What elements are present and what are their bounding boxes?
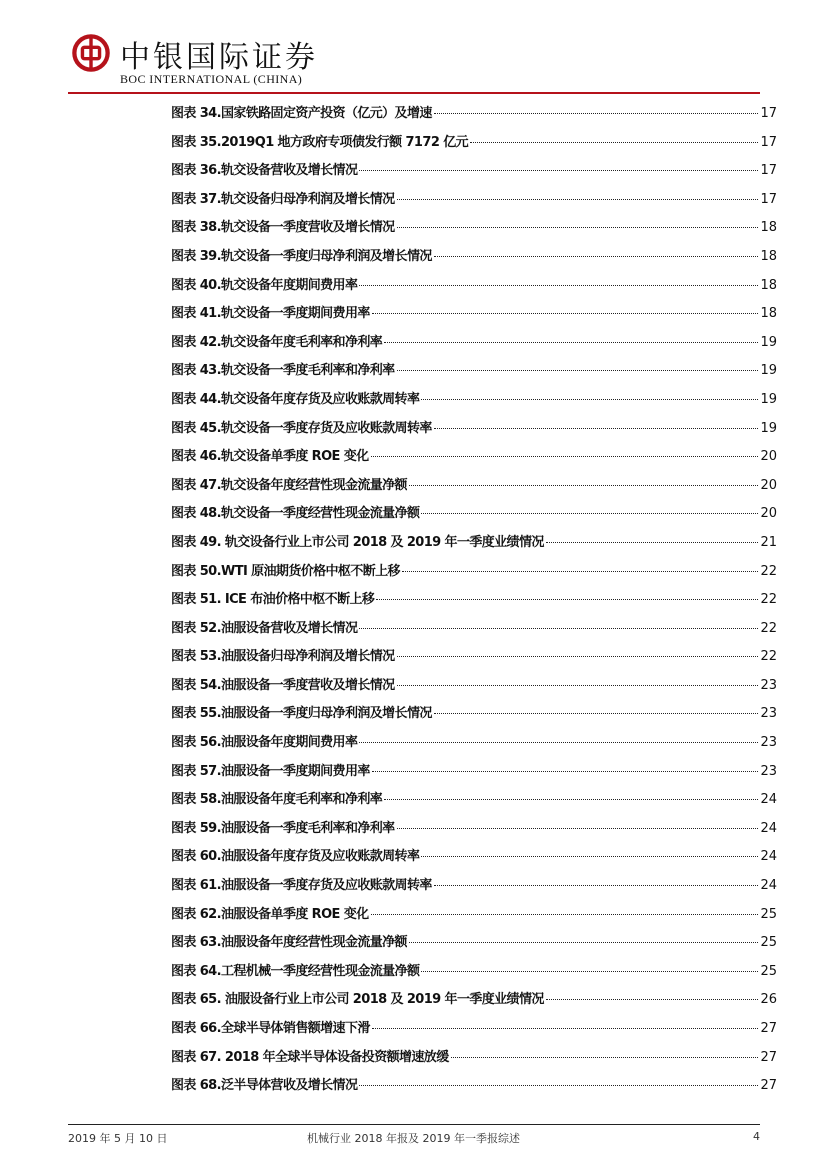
toc-entry-title: 图表 45.轨交设备一季度存货及应收账款周转率 [171, 420, 432, 436]
toc-entry-page: 23 [760, 677, 777, 693]
toc-entry-page: 18 [760, 248, 777, 264]
toc-dot-leader [409, 942, 758, 943]
toc-entry[interactable] [171, 1044, 777, 1073]
toc-entry[interactable] [171, 986, 777, 1015]
toc-entry-title: 图表 49. 轨交设备行业上市公司 2018 及 2019 年一季度业绩情况 [171, 534, 544, 550]
toc-entry-page: 22 [760, 563, 777, 579]
toc-dot-leader [434, 113, 759, 114]
toc-entry-title: 图表 34.国家铁路固定资产投资（亿元）及增速 [171, 106, 432, 121]
toc-entry-page: 23 [760, 706, 777, 722]
toc-dot-leader [371, 456, 759, 457]
toc-entry-title: 图表 68.泛半导体营收及增长情况 [171, 1078, 358, 1094]
bank-of-china-logo-icon [72, 34, 110, 72]
toc-entry-page: 27 [760, 1021, 777, 1036]
toc-entry-page: 23 [760, 763, 777, 779]
toc-entry[interactable] [171, 157, 777, 186]
toc-entry[interactable] [171, 1015, 777, 1044]
toc-entry-title: 图表 39.轨交设备一季度归母净利润及增长情况 [171, 248, 432, 264]
toc-dot-leader [371, 914, 759, 915]
toc-entry-page: 22 [760, 620, 777, 636]
toc-entry-title: 图表 37.轨交设备归母净利润及增长情况 [171, 191, 395, 207]
table-of-figures [171, 100, 777, 1101]
toc-dot-leader [421, 971, 758, 972]
toc-entry-title: 图表 44.轨交设备年度存货及应收账款周转率 [171, 391, 420, 407]
toc-entry[interactable] [171, 586, 777, 615]
toc-entry-page: 27 [760, 1049, 777, 1065]
toc-entry-title: 图表 67. 2018 年全球半导体设备投资额增速放缓 [171, 1049, 449, 1065]
toc-entry[interactable] [171, 700, 777, 729]
toc-entry[interactable] [171, 243, 777, 272]
toc-entry[interactable] [171, 300, 777, 329]
toc-entry[interactable] [171, 558, 777, 587]
toc-entry[interactable] [171, 100, 777, 129]
toc-entry[interactable] [171, 929, 777, 958]
toc-dot-leader [434, 713, 759, 714]
toc-entry-title: 图表 42.轨交设备年度毛利率和净利率 [171, 334, 383, 350]
toc-entry-page: 25 [760, 906, 777, 922]
toc-dot-leader [359, 170, 758, 171]
brand-name-english: BOC INTERNATIONAL (CHINA) [120, 72, 303, 86]
toc-entry[interactable] [171, 672, 777, 701]
toc-entry-page: 26 [760, 992, 777, 1008]
toc-entry[interactable] [171, 443, 777, 472]
toc-dot-leader [421, 399, 758, 400]
toc-dot-leader [372, 1028, 759, 1029]
toc-entry-page: 19 [760, 420, 777, 436]
toc-entry-page: 23 [760, 735, 777, 751]
toc-entry-page: 25 [760, 935, 777, 951]
toc-dot-leader [359, 628, 758, 629]
toc-entry[interactable] [171, 815, 777, 844]
toc-entry-title: 图表 62.油服设备单季度 ROE 变化 [171, 906, 369, 922]
toc-entry[interactable] [171, 901, 777, 930]
toc-entry-title: 图表 47.轨交设备年度经营性现金流量净额 [171, 477, 407, 493]
toc-entry-page: 18 [760, 220, 777, 236]
toc-entry[interactable] [171, 729, 777, 758]
toc-dot-leader [359, 742, 758, 743]
toc-entry-title: 图表 48.轨交设备一季度经营性现金流量净额 [171, 506, 420, 522]
toc-dot-leader [402, 571, 759, 572]
toc-dot-leader [359, 285, 758, 286]
toc-dot-leader [397, 199, 759, 200]
toc-entry[interactable] [171, 958, 777, 987]
toc-entry-page: 17 [760, 163, 777, 179]
toc-entry-page: 25 [760, 963, 777, 979]
toc-dot-leader [451, 1057, 759, 1058]
toc-entry-page: 20 [760, 477, 777, 493]
toc-entry-page: 19 [760, 334, 777, 350]
toc-dot-leader [384, 799, 758, 800]
toc-entry[interactable] [171, 786, 777, 815]
toc-entry[interactable] [171, 129, 777, 158]
brand-name-chinese: 中银国际证券 [120, 40, 318, 75]
toc-entry-title: 图表 52.油服设备营收及增长情况 [171, 620, 358, 636]
toc-dot-leader [421, 856, 758, 857]
toc-entry-title: 图表 35.2019Q1 地方政府专项债发行额 7172 亿元 [171, 134, 468, 150]
toc-dot-leader [546, 999, 759, 1000]
toc-entry[interactable] [171, 386, 777, 415]
toc-entry-page: 18 [760, 306, 777, 322]
toc-entry-page: 17 [760, 106, 777, 121]
toc-entry[interactable] [171, 643, 777, 672]
toc-entry-title: 图表 43.轨交设备一季度毛利率和净利率 [171, 363, 395, 379]
toc-entry[interactable] [171, 329, 777, 358]
footer-date: 2019 年 5 月 10 日 [68, 1132, 168, 1145]
page-header [0, 0, 827, 100]
toc-entry[interactable] [171, 415, 777, 444]
toc-dot-leader [546, 542, 759, 543]
toc-dot-leader [397, 656, 759, 657]
toc-entry-page: 17 [760, 191, 777, 207]
toc-entry[interactable] [171, 357, 777, 386]
toc-entry-page: 27 [760, 1078, 777, 1094]
toc-entry-title: 图表 56.油服设备年度期间费用率 [171, 735, 358, 751]
toc-entry[interactable] [171, 758, 777, 787]
toc-dot-leader [397, 685, 759, 686]
toc-dot-leader [376, 599, 758, 600]
toc-dot-leader [372, 771, 759, 772]
toc-entry[interactable] [171, 500, 777, 529]
toc-dot-leader [434, 256, 759, 257]
toc-entry-page: 18 [760, 277, 777, 293]
toc-entry-title: 图表 59.油服设备一季度毛利率和净利率 [171, 820, 395, 836]
toc-entry-title: 图表 41.轨交设备一季度期间费用率 [171, 306, 370, 322]
toc-entry-title: 图表 54.油服设备一季度营收及增长情况 [171, 677, 395, 693]
toc-entry-title: 图表 60.油服设备年度存货及应收账款周转率 [171, 849, 420, 865]
toc-entry[interactable] [171, 529, 777, 558]
toc-entry[interactable] [171, 1072, 777, 1101]
toc-entry[interactable] [171, 872, 777, 901]
toc-dot-leader [359, 1085, 758, 1086]
toc-dot-leader [421, 513, 758, 514]
toc-entry-page: 19 [760, 363, 777, 379]
toc-entry-page: 22 [760, 649, 777, 665]
toc-entry-page: 24 [760, 849, 777, 865]
toc-entry-title: 图表 58.油服设备年度毛利率和净利率 [171, 792, 383, 808]
toc-entry[interactable] [171, 186, 777, 215]
toc-entry-page: 19 [760, 391, 777, 407]
toc-entry-title: 图表 64.工程机械一季度经营性现金流量净额 [171, 963, 420, 979]
footer-divider [68, 1124, 760, 1125]
toc-entry-page: 24 [760, 820, 777, 836]
toc-dot-leader [409, 485, 758, 486]
toc-entry-page: 17 [760, 134, 777, 150]
toc-entry-title: 图表 50.WTI 原油期货价格中枢不断上移 [171, 563, 400, 579]
toc-entry-page: 21 [760, 534, 777, 550]
toc-entry-page: 20 [760, 449, 777, 465]
toc-entry[interactable] [171, 615, 777, 644]
toc-entry-title: 图表 53.油服设备归母净利润及增长情况 [171, 649, 395, 665]
toc-entry-title: 图表 38.轨交设备一季度营收及增长情况 [171, 220, 395, 236]
toc-dot-leader [434, 428, 759, 429]
toc-entry[interactable] [171, 843, 777, 872]
toc-entry-page: 20 [760, 506, 777, 522]
toc-entry[interactable] [171, 272, 777, 301]
header-divider [68, 92, 760, 94]
footer-page-number: 4 [753, 1130, 760, 1143]
toc-entry-title: 图表 46.轨交设备单季度 ROE 变化 [171, 449, 369, 465]
toc-entry-title: 图表 55.油服设备一季度归母净利润及增长情况 [171, 706, 432, 722]
toc-entry[interactable] [171, 472, 777, 501]
toc-entry-title: 图表 63.油服设备年度经营性现金流量净额 [171, 935, 407, 951]
toc-entry-page: 22 [760, 592, 777, 608]
toc-dot-leader [384, 342, 758, 343]
toc-entry-page: 24 [760, 792, 777, 808]
toc-entry-page: 24 [760, 878, 777, 894]
toc-dot-leader [397, 370, 759, 371]
toc-entry-title: 图表 36.轨交设备营收及增长情况 [171, 163, 358, 179]
toc-dot-leader [372, 313, 759, 314]
toc-entry-title: 图表 66.全球半导体销售额增速下滑 [171, 1021, 370, 1036]
toc-dot-leader [397, 227, 759, 228]
footer-report-title: 机械行业 2018 年报及 2019 年一季报综述 [307, 1132, 520, 1145]
toc-entry-title: 图表 61.油服设备一季度存货及应收账款周转率 [171, 878, 432, 894]
toc-entry-title: 图表 40.轨交设备年度期间费用率 [171, 277, 358, 293]
toc-dot-leader [470, 142, 758, 143]
toc-dot-leader [434, 885, 759, 886]
toc-entry-title: 图表 51. ICE 布油价格中枢不断上移 [171, 592, 375, 608]
toc-entry[interactable] [171, 214, 777, 243]
toc-entry-title: 图表 57.油服设备一季度期间费用率 [171, 763, 370, 779]
toc-entry-title: 图表 65. 油服设备行业上市公司 2018 及 2019 年一季度业绩情况 [171, 992, 544, 1008]
toc-dot-leader [397, 828, 759, 829]
